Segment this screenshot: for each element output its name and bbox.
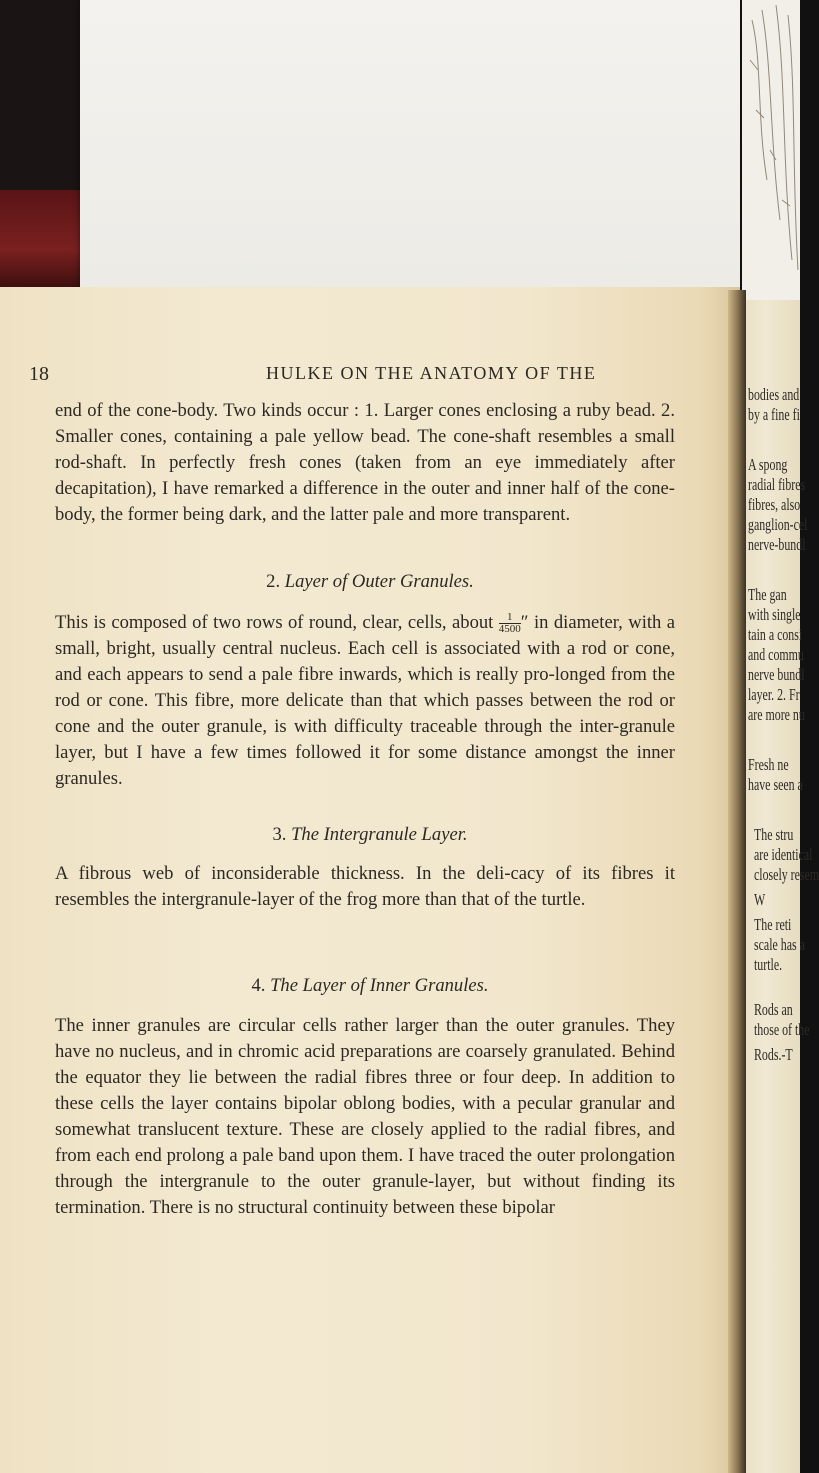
facing-page-fragment: with single: [748, 605, 801, 624]
facing-page-fragment: Fresh ne: [748, 755, 789, 774]
facing-page-fragment: layer. 2. Fr: [748, 685, 800, 704]
fraction-numerator: 1: [499, 612, 521, 624]
fraction: [499, 612, 521, 635]
red-cover-edge: [0, 190, 90, 290]
section-2-title: Layer of Outer Granules.: [284, 571, 474, 592]
section-4-paragraph: The inner granules are circular cells rather larger than the outer granules. They have no nucleus, and in chromic acid preparations are coarsely granulated. Behind the equator they lie between the radial fibres three or four deep. In addition to these cells the layer contains bipolar oblong bodies, with a pecular granular and somewhat translucent texture. These are closely applied to the radial fibres, and from each end prolong a pale band upon them. I have traced the outer prolongation through the intergranule to the outer granule-layer, but without finding its termination. There is no structural continuity between these bipolar: [55, 1015, 675, 1218]
facing-page-fragment: The gan: [748, 585, 787, 604]
facing-page: [742, 0, 819, 1473]
facing-page-fragment: are more nu: [748, 705, 805, 724]
section-2-paragraph: [55, 610, 675, 792]
section-3-number: 3.: [272, 824, 287, 845]
section-3-paragraph: A fibrous web of inconsiderable thickness. In the deli-cacy of its fibres it resembles the intergranule-layer of the frog more than that of the turtle.: [55, 863, 675, 910]
section-2-number: 2.: [266, 571, 281, 592]
facing-page-figure: [742, 0, 800, 300]
facing-page-fragment: and commu: [748, 645, 804, 664]
facing-page-fragment: The stru: [754, 825, 794, 844]
intro-paragraph: end of the cone-body. Two kinds occur : 1. Larger cones enclosing a ruby bead. 2. Smaller cones, containing a pale yellow bead. The cone-shaft resembles a small rod-shaft. In perfectly fresh cones (taken from an eye immediately after decapitation), I have remarked a difference in the outer and inner half of the cone-body, the former being dark, and the latter pale and more transparent.: [55, 400, 675, 525]
facing-page-fragment: bodies and: [748, 385, 800, 404]
page-header: [29, 363, 728, 393]
figure-sketch-lines: [742, 0, 800, 300]
page-number: 18: [29, 363, 49, 385]
facing-page-fragment: Rods.-T: [754, 1045, 793, 1064]
facing-page-fragment: closely resem: [754, 865, 819, 884]
intro-paragraph-block: [55, 398, 675, 528]
facing-page-fragment: W: [754, 890, 766, 909]
facing-page-fragment: nerve bundl: [748, 665, 805, 684]
facing-page-fragment: ganglion-cel: [748, 515, 808, 534]
section-2-body: [55, 610, 675, 792]
facing-page-fragment: turtle.: [754, 955, 783, 974]
section-2-text-a: This is composed of two rows of round, clear, cells, about: [55, 612, 494, 633]
running-head: HULKE ON THE ANATOMY OF THE: [266, 363, 597, 383]
section-4-number: 4.: [251, 975, 266, 996]
section-3-heading: [0, 824, 740, 846]
section-4-heading: [0, 975, 740, 997]
facing-page-fragment: nerve-bundl: [748, 535, 806, 554]
underlying-sheet: [80, 0, 740, 290]
section-4-title: The Layer of Inner Granules.: [270, 975, 489, 996]
page-gutter: [728, 290, 746, 1473]
section-3-title: The Intergranule Layer.: [291, 824, 468, 845]
facing-page-fragment: scale has a: [754, 935, 805, 954]
section-2-heading: [0, 571, 740, 593]
facing-page-fragment: by a fine fi: [748, 405, 800, 424]
section-4-body: [55, 1013, 675, 1221]
section-3-body: [55, 861, 675, 913]
facing-page-fragment: fibres, also: [748, 495, 801, 514]
facing-page-fragment: have seen a: [748, 775, 803, 794]
fraction-denominator: 4500: [498, 623, 521, 636]
section-2-text-b: ″ in diameter, with a small, bright, usually central nucleus. Each cell is associated with a rod or cone, and each appears to send a pale fibre inwards, which is really pro-longed from the rod or cone. This fibre, more delicate than that which passes between the rod or cone and the outer granule, is with difficulty traceable through the inter-granule layer, but I have a few times followed it for some distance amongst the inner granules.: [55, 612, 676, 789]
facing-page-fragment: Rods an: [754, 1000, 793, 1019]
facing-page-fragment: radial fibres: [748, 475, 806, 494]
facing-page-fragment: A spong: [748, 455, 788, 474]
facing-page-fragment: tain a consi: [748, 625, 803, 644]
facing-page-fragment: are identical: [754, 845, 813, 864]
facing-page-fragment: The reti: [754, 915, 792, 934]
facing-page-fragment: those of the: [754, 1020, 810, 1039]
